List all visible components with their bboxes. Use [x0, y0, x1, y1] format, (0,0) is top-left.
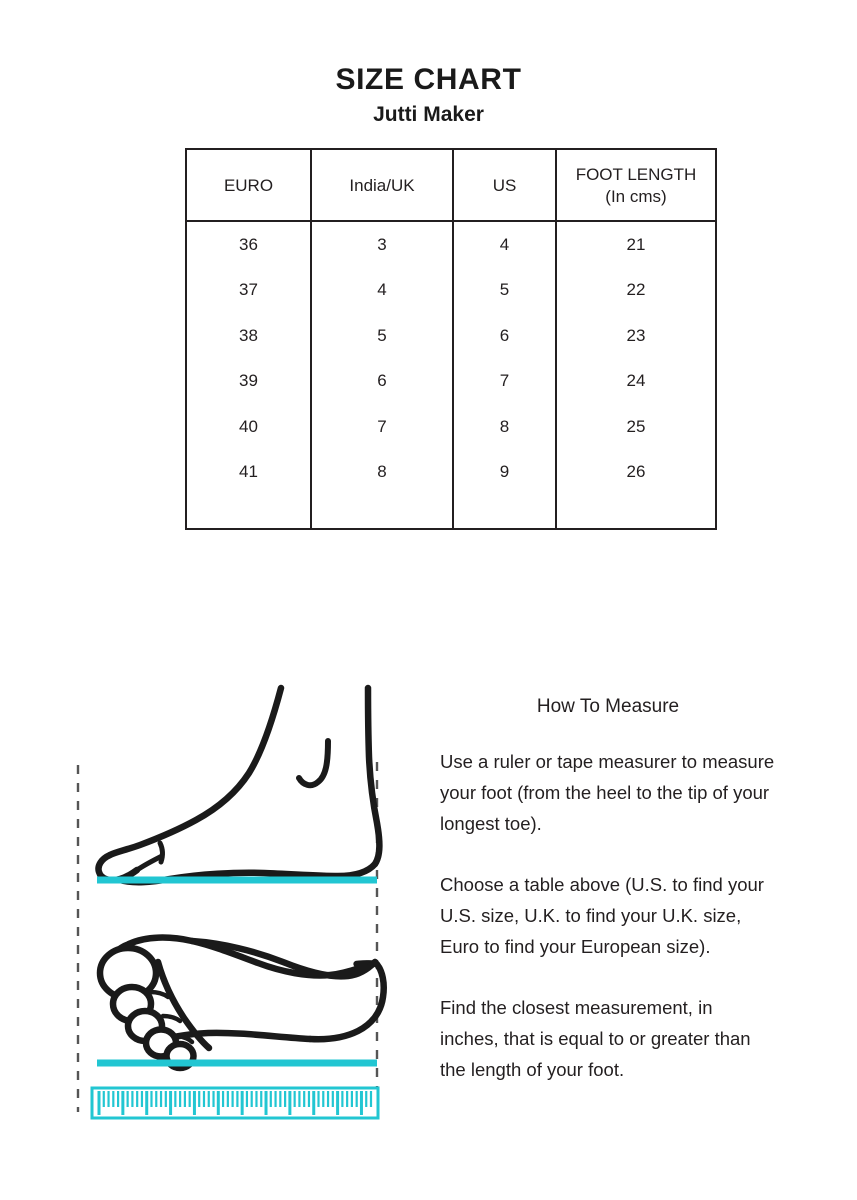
page-subtitle: Jutti Maker	[373, 103, 484, 126]
toe-third	[128, 1011, 162, 1041]
size-table-container	[185, 148, 697, 530]
foot-bottom-view	[107, 938, 384, 1043]
toe-little	[167, 1044, 194, 1068]
cell-foot-length: 22	[556, 268, 716, 314]
cell-foot-length: 25	[556, 404, 716, 450]
how-to-measure-panel	[440, 694, 776, 1085]
ruler-ticks	[99, 1091, 371, 1115]
cell-foot-length: 21	[556, 221, 716, 268]
table-row	[186, 221, 716, 268]
table-header-row	[186, 149, 716, 221]
column-header-foot-length-unit: (In cms)	[605, 186, 667, 206]
measure-paragraph-2: Choose a table above (U.S. to find your U.S. size, U.K. to find your U.K. size, Euro to find your European size).	[440, 874, 764, 957]
toe-ball-divider	[158, 962, 209, 1048]
cell-euro: 39	[186, 359, 311, 405]
cell-euro: 36	[186, 221, 311, 268]
cell-euro: 40	[186, 404, 311, 450]
cell-foot-length: 26	[556, 450, 716, 496]
foot-side-view	[98, 688, 379, 882]
cell-us: 6	[453, 313, 556, 359]
column-header-us: US	[453, 149, 556, 221]
page-header	[0, 62, 857, 130]
cell-india-uk: 7	[311, 404, 453, 450]
table-bottom-spacer	[186, 495, 716, 529]
toe-group	[100, 948, 194, 1068]
ankle-bone-mark	[299, 741, 328, 785]
cell-india-uk: 8	[311, 450, 453, 496]
cell-us: 8	[453, 404, 556, 450]
cell-us: 5	[453, 268, 556, 314]
ruler-body	[92, 1088, 378, 1118]
table-body	[186, 221, 716, 529]
column-header-foot-length-main: FOOT LENGTH	[575, 164, 697, 184]
how-to-measure-heading: How To Measure	[536, 696, 680, 717]
cell-foot-length: 23	[556, 313, 716, 359]
column-header-euro: EURO	[186, 149, 311, 221]
toe-second	[113, 987, 151, 1021]
table-row	[186, 313, 716, 359]
cell-india-uk: 5	[311, 313, 453, 359]
size-chart-table	[185, 148, 717, 530]
cell-us: 4	[453, 221, 556, 268]
cell-us: 7	[453, 359, 556, 405]
spacer-cell	[453, 495, 556, 529]
page-title: SIZE CHART	[335, 63, 522, 96]
cell-euro: 38	[186, 313, 311, 359]
table-row	[186, 450, 716, 496]
ruler	[92, 1088, 378, 1118]
cell-india-uk: 3	[311, 221, 453, 268]
column-header-foot-length	[556, 149, 716, 221]
spacer-cell	[556, 495, 716, 529]
spacer-cell	[311, 495, 453, 529]
toe-big	[100, 948, 156, 998]
cell-foot-length: 24	[556, 359, 716, 405]
toe-separations	[150, 992, 192, 1042]
cell-euro: 37	[186, 268, 311, 314]
table-row	[186, 268, 716, 314]
toe-fourth	[146, 1030, 176, 1057]
table-row	[186, 359, 716, 405]
cell-india-uk: 6	[311, 359, 453, 405]
measure-paragraph-1: Use a ruler or tape measurer to measure your foot (from the heel to the tip of your longest toe).	[440, 751, 775, 834]
table-header	[186, 149, 716, 221]
cell-us: 9	[453, 450, 556, 496]
cell-euro: 41	[186, 450, 311, 496]
measure-paragraph-3: Find the closest measurement, in inches, that is equal to or greater than the length of your foot.	[440, 997, 751, 1080]
table-row	[186, 404, 716, 450]
cell-india-uk: 4	[311, 268, 453, 314]
spacer-cell	[186, 495, 311, 529]
column-header-india-uk: India/UK	[311, 149, 453, 221]
